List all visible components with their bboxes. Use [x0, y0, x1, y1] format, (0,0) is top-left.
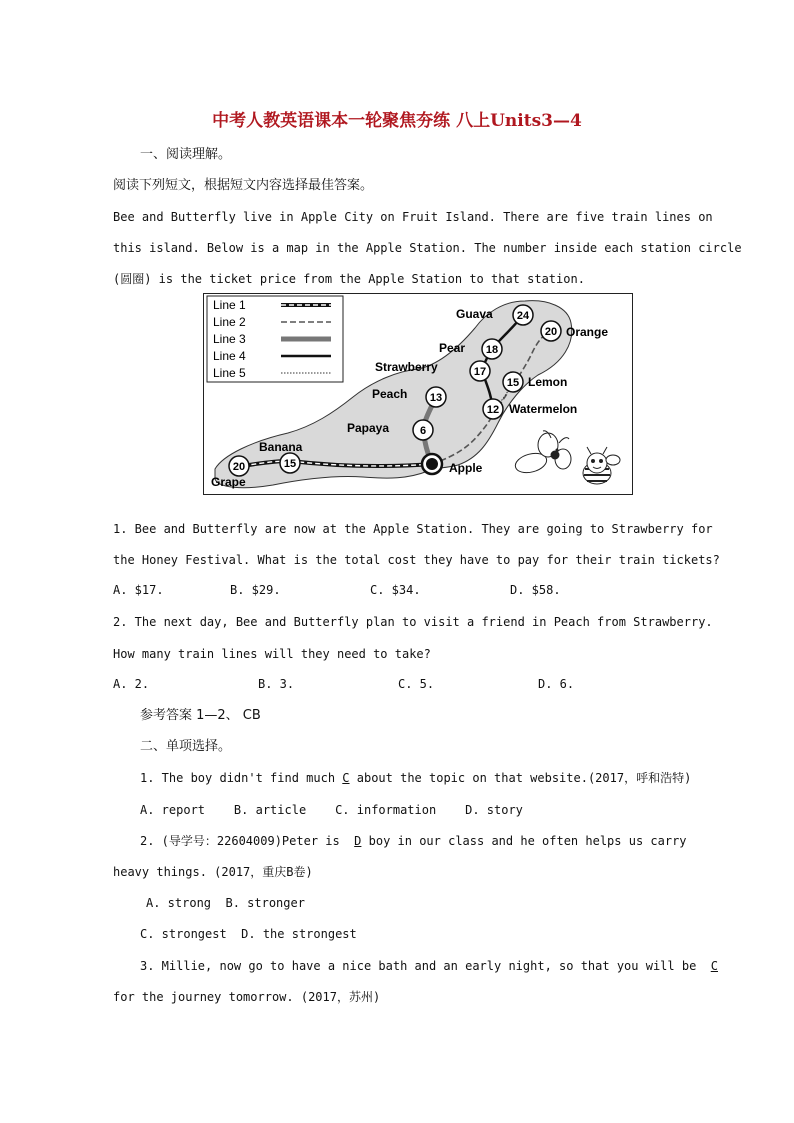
s2-q2-line-2: heavy things. (2017，重庆B卷): [113, 865, 313, 879]
station-apple-name: Apple: [449, 461, 483, 475]
q2-option-a: A. 2.: [113, 677, 150, 691]
s2-q2-options-2: C. strongest D. the strongest: [140, 927, 357, 941]
s2-q2-options-1: A. strong B. stronger: [146, 896, 305, 910]
q2-option-d: D. 6.: [538, 677, 575, 691]
page-title: 中考人教英语课本一轮聚焦夯练 八上Units3—4: [212, 111, 582, 131]
q2-line-2: How many train lines will they need to take?: [113, 647, 431, 661]
legend-line5-label: Line 5: [213, 366, 246, 380]
station-orange-price: 20: [544, 326, 558, 338]
s2-q2-stem: [140, 833, 687, 849]
s2-q2-answer: D: [354, 834, 362, 848]
s2-q1-stem-a: 1. The boy didn't find much: [140, 771, 343, 785]
station-pear-price: 18: [485, 344, 499, 356]
q2-option-b: B. 3.: [258, 677, 295, 691]
q1-option-d: D. $58.: [510, 583, 561, 597]
station-peach-price: 13: [429, 392, 443, 404]
station-pear-name: Pear: [439, 341, 466, 355]
s2-q1-answer: C: [342, 771, 350, 785]
passage-line-2: this island. Below is a map in the Apple Station. The number inside each station circle: [113, 241, 742, 255]
q2-option-c: C. 5.: [398, 677, 435, 691]
station-strawberry-price: 17: [473, 366, 487, 378]
q1-line-1: 1. Bee and Butterfly are now at the Apple Station. They are going to Strawberry for: [113, 522, 713, 536]
s2-q2-stem-a: 2. (导学号：22604009)Peter is: [140, 834, 355, 848]
station-grape-price: 20: [232, 461, 246, 473]
q1-option-b: B. $29.: [230, 583, 281, 597]
legend-line1-label: Line 1: [213, 298, 246, 312]
q1-option-c: C. $34.: [370, 583, 421, 597]
station-watermelon-price: 12: [486, 404, 500, 416]
station-grape-name: Grape: [211, 475, 246, 489]
section2-heading: 二、单项选择。: [140, 739, 232, 754]
section1-heading: 一、阅读理解。: [140, 147, 232, 162]
station-guava-name: Guava: [456, 307, 493, 321]
station-banana-price: 15: [283, 458, 297, 470]
legend-line2-label: Line 2: [213, 315, 246, 329]
s2-q1-options: A. report B. article C. information D. story: [140, 803, 523, 817]
passage-line-1: Bee and Butterfly live in Apple City on Fruit Island. There are five train lines on: [113, 210, 713, 224]
q1-option-a: A. $17.: [113, 583, 164, 597]
s2-q3-stem-a: 3. Millie, now go to have a nice bath and an early night, so that you will be: [140, 959, 711, 973]
section1-instruction: 阅读下列短文，根据短文内容选择最佳答案。: [113, 178, 374, 193]
station-strawberry-name: Strawberry: [375, 360, 438, 374]
legend-line4-label: Line 4: [213, 349, 246, 363]
station-watermelon-name: Watermelon: [509, 402, 578, 416]
station-papaya-price: 6: [419, 425, 427, 437]
s2-q1-stem: [140, 770, 691, 786]
s2-q3-line-2: for the journey tomorrow. (2017，苏州): [113, 990, 381, 1004]
station-papaya-name: Papaya: [347, 421, 390, 435]
s2-q2-stem-b: boy in our class and he often helps us carry: [361, 834, 687, 848]
passage-line-3: (圆圈) is the ticket price from the Apple Station to that station.: [113, 272, 585, 286]
station-peach-name: Peach: [372, 387, 408, 401]
station-lemon-name: Lemon: [528, 375, 568, 389]
station-lemon-price: 15: [506, 377, 520, 389]
q2-line-1: 2. The next day, Bee and Butterfly plan to visit a friend in Peach from Strawberry.: [113, 615, 713, 629]
answer-key: 参考答案 1—2、 CB: [140, 708, 261, 723]
s2-q1-stem-b: about the topic on that website.(2017，呼和浩特): [349, 771, 692, 785]
s2-q3-answer: C: [710, 959, 718, 973]
train-line-map: [203, 293, 633, 495]
station-banana-name: Banana: [259, 440, 303, 454]
station-orange-name: Orange: [566, 325, 609, 339]
legend-line3-label: Line 3: [213, 332, 246, 346]
s2-q3-stem: [140, 958, 718, 974]
station-guava-price: 24: [516, 310, 530, 322]
q1-line-2: the Honey Festival. What is the total cost they have to pay for their train tickets?: [113, 553, 720, 567]
